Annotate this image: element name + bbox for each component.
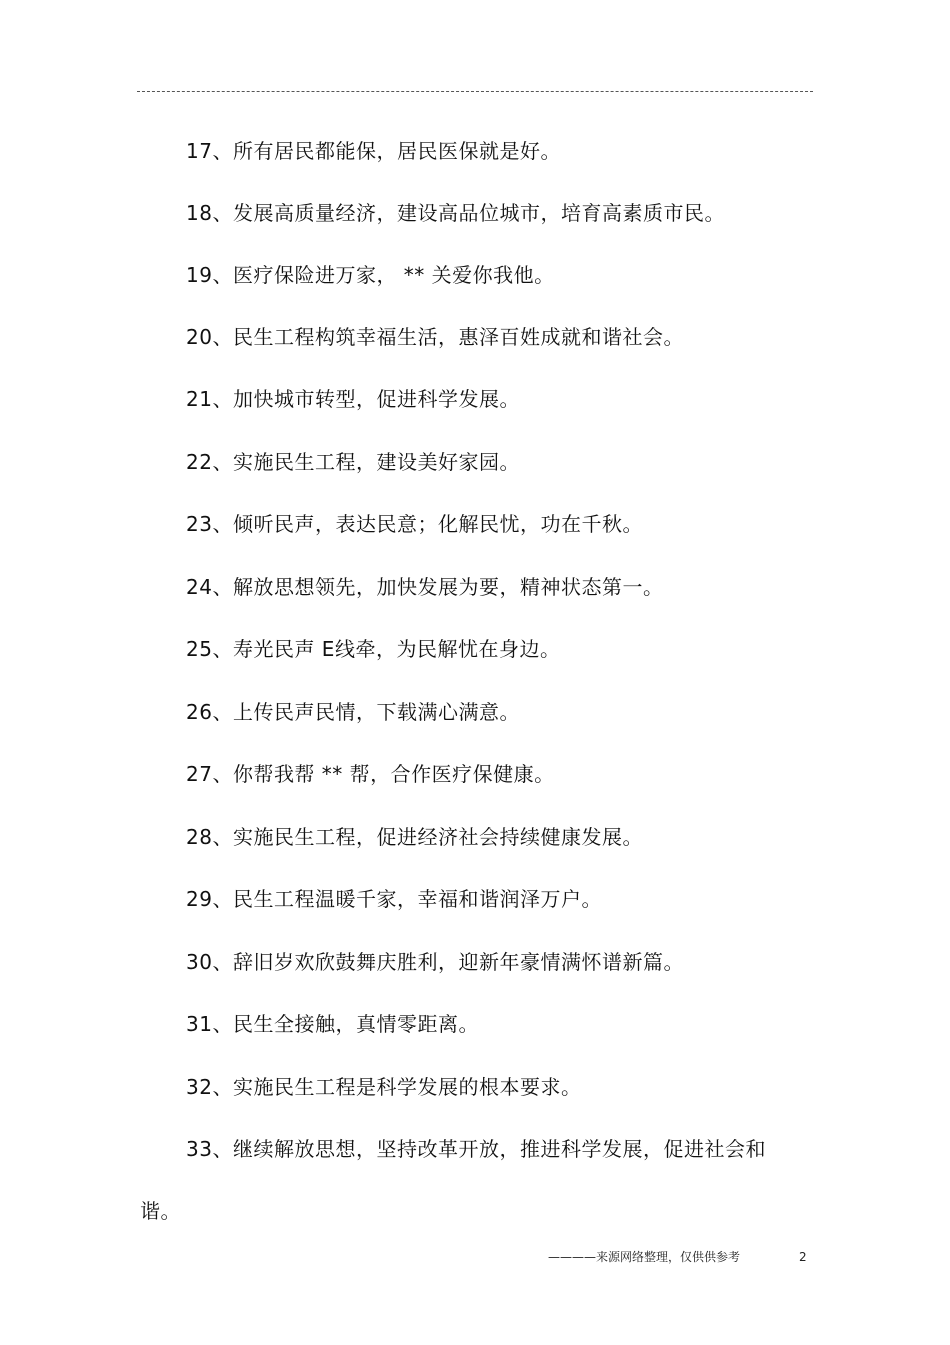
- slogan-item-26: 26、上传民声民情，下载满心满意。: [186, 700, 520, 724]
- slogan-item-33-continuation: 谐。: [140, 1199, 181, 1223]
- slogan-item-32: 32、实施民生工程是科学发展的根本要求。: [186, 1075, 582, 1099]
- slogan-item-31: 31、民生全接触，真情零距离。: [186, 1012, 479, 1036]
- slogan-item-21: 21、加快城市转型，促进科学发展。: [186, 387, 520, 411]
- slogan-item-29: 29、民生工程温暖千家，幸福和谐润泽万户。: [186, 887, 602, 911]
- header-divider: [137, 91, 813, 92]
- page-number: 2: [799, 1250, 807, 1264]
- slogan-item-30: 30、辞旧岁欢欣鼓舞庆胜利，迎新年豪情满怀谱新篇。: [186, 950, 684, 974]
- slogan-item-33: 33、继续解放思想，坚持改革开放，推进科学发展，促进社会和: [186, 1137, 766, 1161]
- slogan-item-27: 27、你帮我帮 ** 帮，合作医疗保健康。: [186, 762, 555, 786]
- slogan-item-17: 17、所有居民都能保，居民医保就是好。: [186, 139, 561, 163]
- slogan-item-23: 23、倾听民声，表达民意；化解民忧，功在千秋。: [186, 512, 643, 536]
- slogan-item-24: 24、解放思想领先，加快发展为要，精神状态第一。: [186, 575, 664, 599]
- slogan-item-20: 20、民生工程构筑幸福生活，惠泽百姓成就和谐社会。: [186, 325, 684, 349]
- slogan-item-25: 25、寿光民声 E线牵，为民解忧在身边。: [186, 637, 561, 661]
- footer-source-note: ————来源网络整理，仅供供参考: [548, 1250, 741, 1264]
- slogan-item-22: 22、实施民生工程，建设美好家园。: [186, 450, 520, 474]
- slogan-item-18: 18、发展高质量经济，建设高品位城市，培育高素质市民。: [186, 201, 725, 225]
- slogan-item-28: 28、实施民生工程，促进经济社会持续健康发展。: [186, 825, 643, 849]
- slogan-item-19: 19、医疗保险进万家， ** 关爱你我他。: [186, 263, 555, 287]
